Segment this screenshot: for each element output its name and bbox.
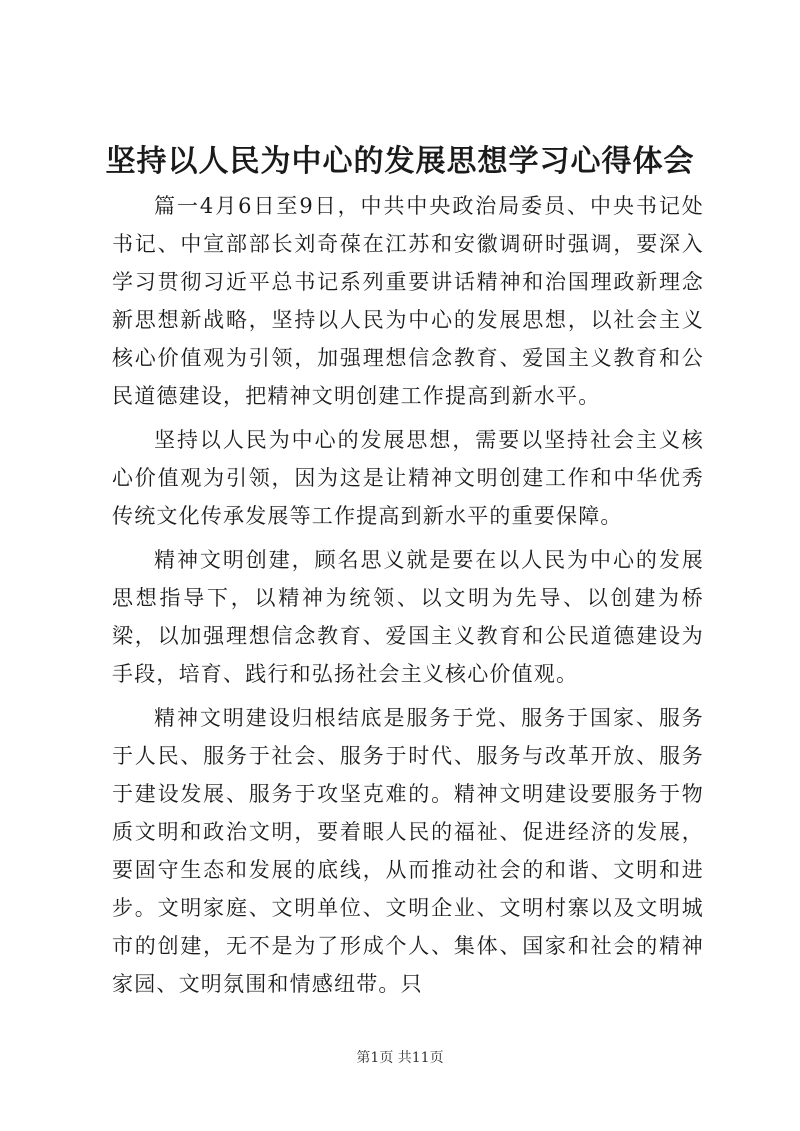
page-number-footer: 第1页 共11页 — [356, 1050, 444, 1066]
paragraph-3: 精神文明创建，顾名思义就是要在以人民为中心的发展思想指导下，以精神为统领、以文明为先导、以创建为桥梁，以加强理想信念教育、爱国主义教育和公民道德建设为手段，培育、践行和弘扬社会主义核心价值观。 — [112, 548, 704, 686]
paragraph-1: 篇一4月6日至9日，中共中央政治局委员、中央书记处书记、中宣部部长刘奇葆在江苏和安徽调研时强调，要深入学习贯彻习近平总书记系列重要讲话精神和治国理政新理念新思想新战略，坚持以人民为中心的发展思想，以社会主义核心价值观为引领，加强理想信念教育、爱国主义教育和公民道德建设，把精神文明创建工作提高到新水平。 — [112, 194, 704, 408]
paragraph-4: 精神文明建设归根结底是服务于党、服务于国家、服务于人民、服务于社会、服务于时代、服务与改革开放、服务于建设发展、服务于攻坚克难的。精神文明建设要服务于物质文明和政治文明，要着眼人民的福祉、促进经济的发展，要固守生态和发展的底线，从而推动社会的和谐、文明和进步。文明家庭、文明单位、文明企业、文明村寨以及文明城市的创建，无不是为了形成个人、集体、国家和社会的精神家园、文明氛围和情感纽带。只 — [112, 706, 704, 996]
paragraph-2: 坚持以人民为中心的发展思想，需要以坚持社会主义核心价值观为引领，因为这是让精神文明创建工作和中华优秀传统文化传承发展等工作提高到新水平的重要保障。 — [112, 428, 704, 528]
document-body — [112, 187, 704, 1009]
document-title: 坚持以人民为中心的发展思想学习心得体会 — [105, 144, 695, 179]
